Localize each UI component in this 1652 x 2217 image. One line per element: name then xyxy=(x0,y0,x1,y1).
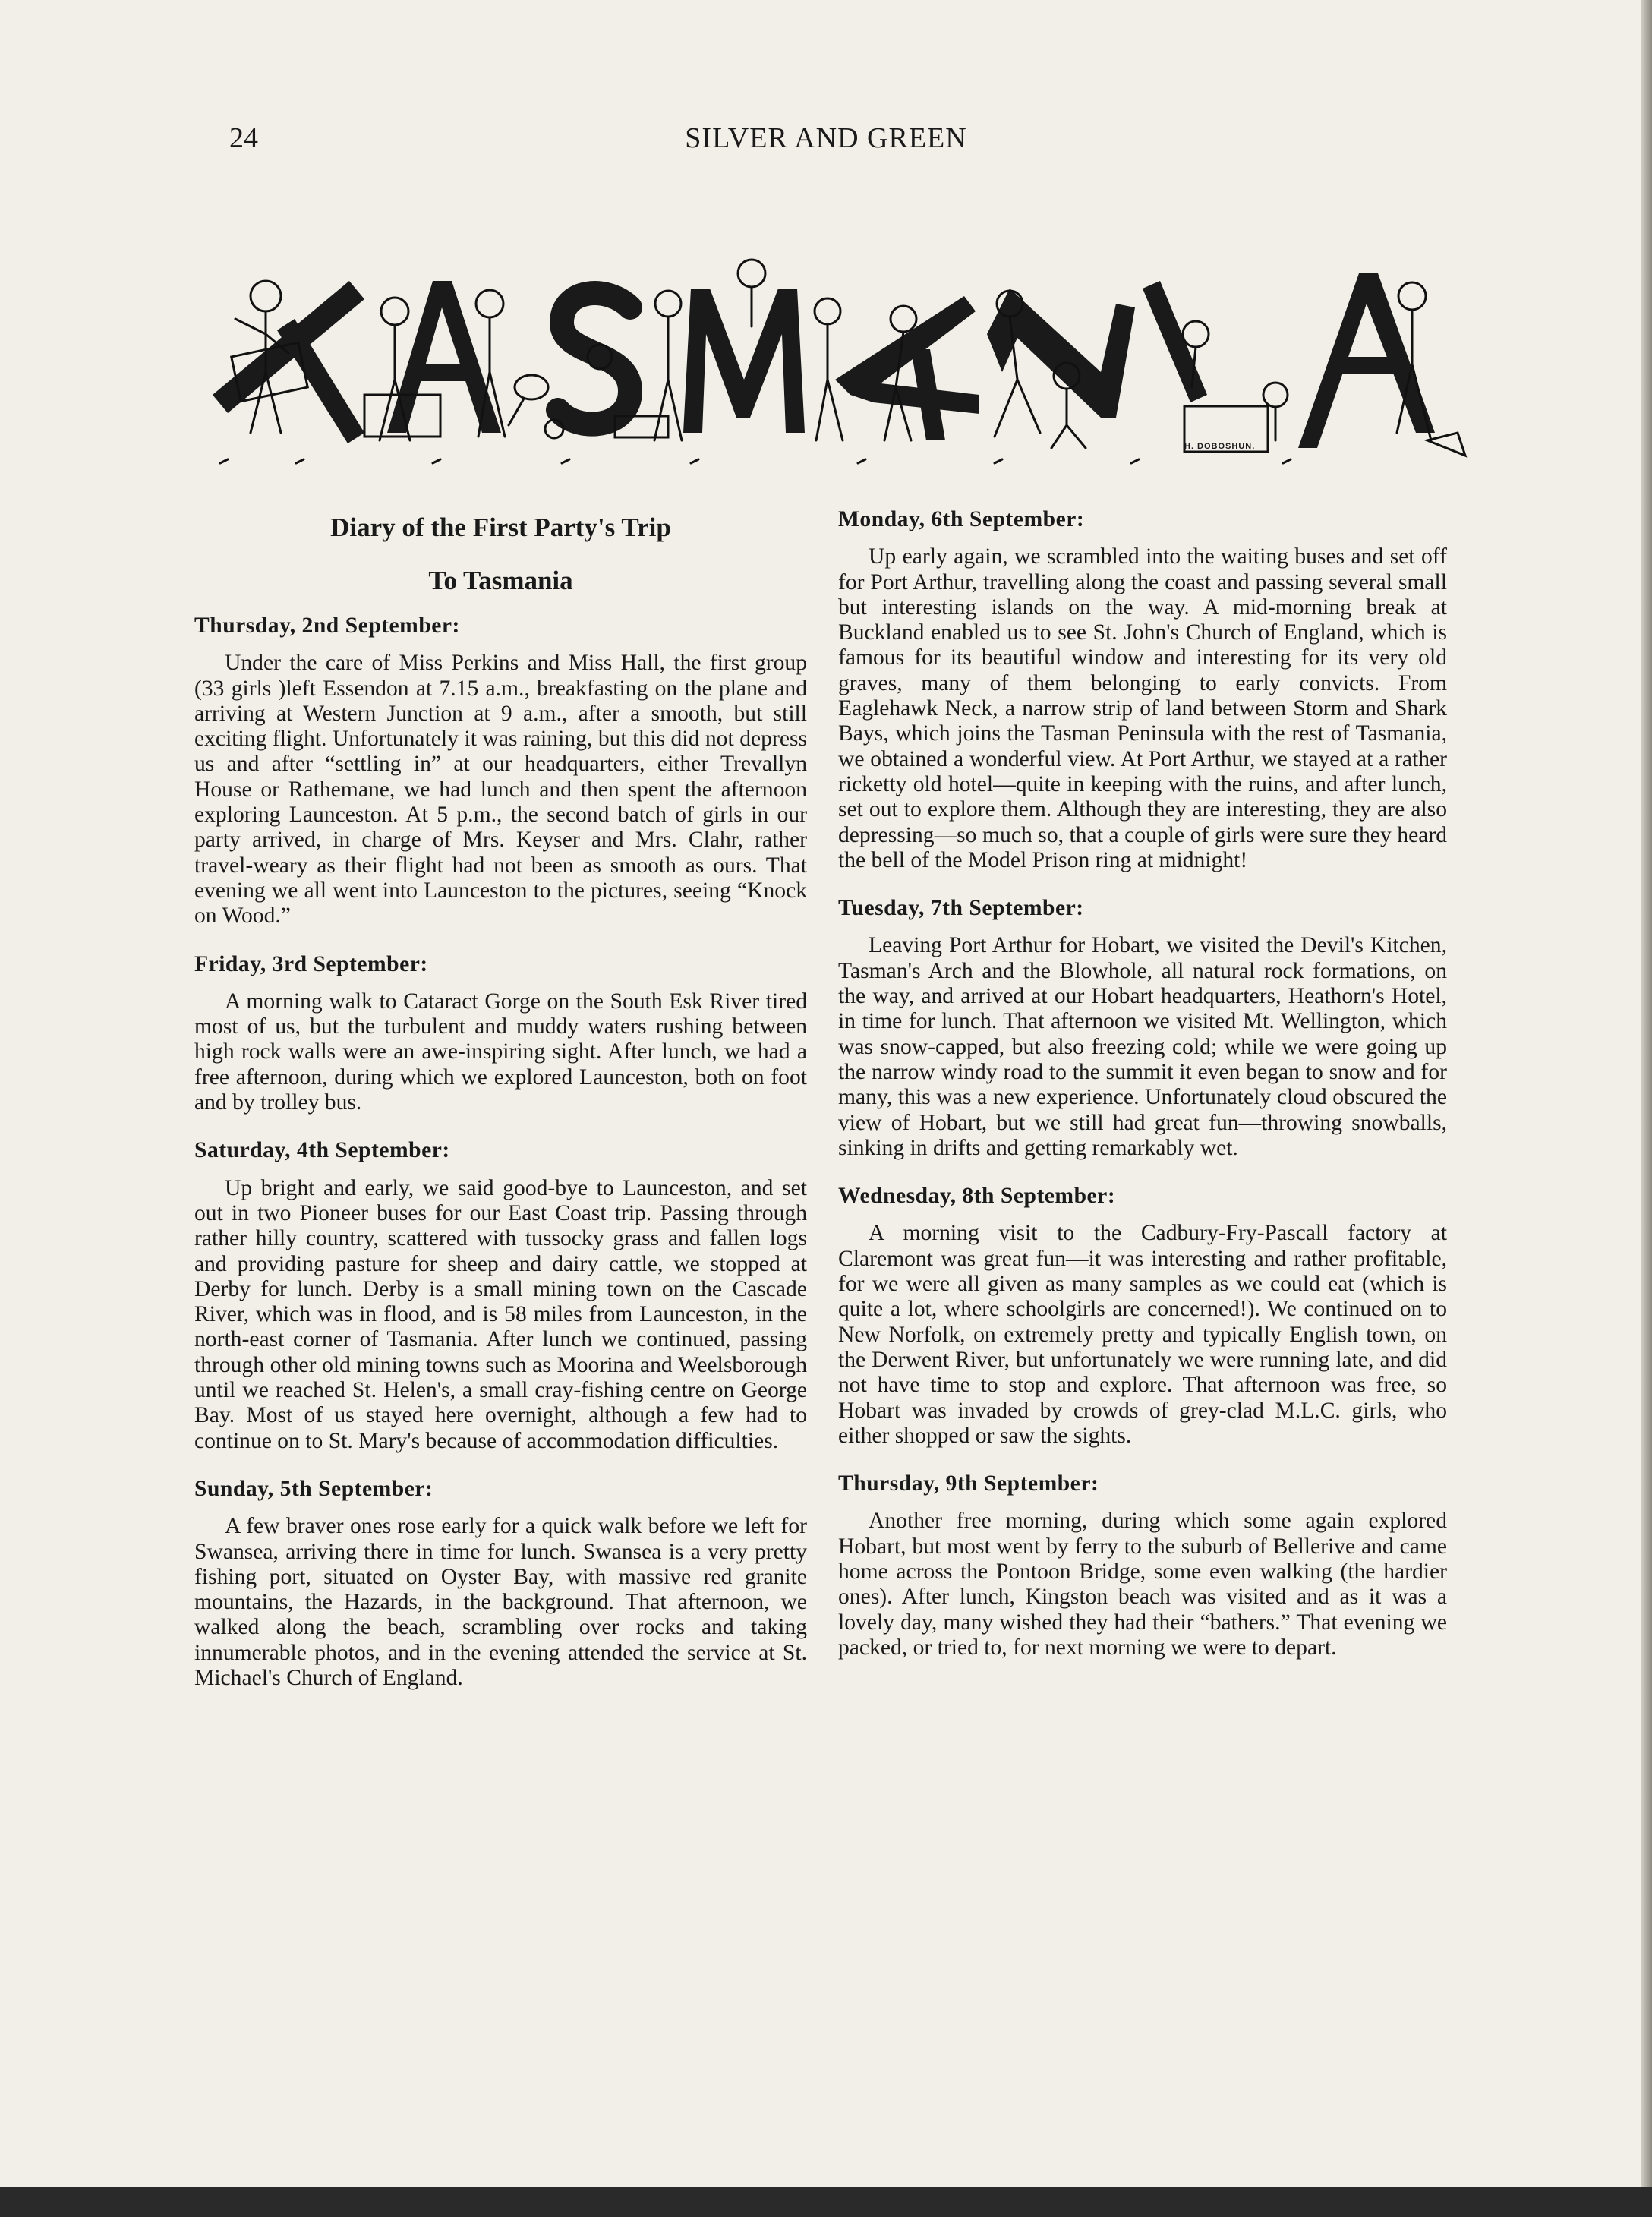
entry-body: A morning visit to the Cadbury-Fry-Pascall factory at Claremont was great fun—it was interesting and rather profitable, for we were all given as many samples as we could eat (which is quite a lot, where schoolgirls are concerned!). We continued on to New Norfolk, on extremely pretty and typically English town, on the Derwent River, but unfortunately we were running late, and did not have time to stop and explore. That afternoon was free, so Hobart was invaded by crowds of grey-clad M.L.C. girls, who either shopped or saw the sights. xyxy=(838,1221,1447,1448)
entry-date: Wednesday, 8th September: xyxy=(838,1184,1116,1209)
entry-date: Thursday, 9th September: xyxy=(838,1471,1099,1496)
entry-date: Monday, 6th September: xyxy=(838,507,1085,531)
entry-body: A morning walk to Cataract Gorge on the South Esk River tired most of us, but the turbulent and muddy waters rushing between high rock walls were an awe-inspiring sight. After lunch, we had a free afternoon, during which we explored Launceston, both on foot and by trolley bus. xyxy=(194,989,807,1115)
article-title-line-2: To Tasmania xyxy=(428,566,573,595)
entry-body: Up early again, we scrambled into the waiting buses and set off for Port Arthur, travelling along the coast and passing several small but interesting islands on the way. A mid-morning break at Buckland enabled us to see St. John's Church of England, which is famous for its beautiful window and interesting for its very old graves, many of them belonging to early convicts. From Eaglehawk Neck, a narrow strip of land between Storm and Shark Bays, which joins the Tasman Peninsula with the rest of Tasmania, we obtained a wonderful view. At Port Arthur, we stayed at a rather ricketty old hotel—quite in keeping with the ruins, and after lunch, set out to explore them. Although they are interesting, they are also depressing—so much so, that a couple of girls were sure they heard the bell of the Model Prison ring at midnight! xyxy=(838,544,1447,872)
banner-letter-a1 xyxy=(364,281,548,440)
banner-letter-s xyxy=(545,293,668,438)
banner-letter-t xyxy=(213,281,364,443)
entry-body: Leaving Port Arthur for Hobart, we visited the Devil's Kitchen, Tasman's Arch and the Blowhole, all natural rock formations, on the way, and arrived at our Hobart headquarters, Heathorn's Hotel, in time for lunch. That afternoon we visited Mt. Wellington, which was snow-capped, but also freezing cold; while we were going up the narrow windy road to the summit it even began to snow and for many, this was a new experience. Unfortunately cloud obscured the view of Hobart, but we still had great fun—throwing snowballs, sinking in drifts and getting remarkably wet. xyxy=(838,933,1447,1160)
tasmania-banner-illustration xyxy=(205,243,1473,471)
running-title: SILVER AND GREEN xyxy=(685,122,967,154)
entry-body: A few braver ones rose early for a quick walk before we left for Swansea, arriving there in time for lunch. Swansea is a very pretty fishing port, situated on Oyster Bay, with massive red granite mountains, the Hazards, in the background. That afternoon, we walked along the beach, scrambling over rocks and taking innumerable photos, and in the evening attended the service at St. Michael's Church of England. xyxy=(194,1514,807,1690)
article-title-line-1: Diary of the First Party's Trip xyxy=(330,512,671,542)
banner-letter-a2 xyxy=(835,296,979,440)
entry-body: Up bright and early, we said good-bye to Launceston, and set out in two Pioneer buses for our East Coast trip. Passing through rather hilly country, scattered with tussocky grass and fallen logs and providing pasture for sheep and dairy cattle, we stopped at Derby for lunch. Derby is a small mining town on the Cascade River, which was in flood, and is 58 miles from Launceston, in the north-east corner of Tasmania. After lunch we continued, passing through other old mining towns such as Moorina and Weelsborough until we reached St. Helen's, a small cray-fishing centre on George Bay. Most of us stayed here overnight, although a few had to continue on to St. Mary's because of accommodation difficulties. xyxy=(194,1175,807,1453)
entry-date: Tuesday, 7th September: xyxy=(838,896,1084,921)
left-column xyxy=(194,501,807,1714)
entry-date: Sunday, 5th September: xyxy=(194,1476,433,1501)
page-bottom-edge xyxy=(0,2187,1652,2217)
entry-date: Friday, 3rd September: xyxy=(194,951,428,976)
entry-date: Thursday, 2nd September: xyxy=(194,613,460,638)
page-number: 24 xyxy=(229,122,258,154)
page-edge xyxy=(1641,0,1652,2217)
banner-letter-i xyxy=(1143,281,1288,452)
entry-date: Saturday, 4th September: xyxy=(194,1138,450,1163)
banner-letter-a3 xyxy=(1298,273,1465,456)
entry-body: Under the care of Miss Perkins and Miss Hall, the first group (33 girls )left Essendon at 7.15 a.m., breakfasting on the plane and arriving at Western Junction at 9 a.m., after a smooth, but still exciting flight. Unfortunately it was raining, but this did not depress us and after “settling in” at our headquarters, either Trevallyn House or Rathemane, we had lunch and then spent the afternoon exploring Launceston. At 5 p.m., the second batch of girls in our party arrived, in charge of Mrs. Keyser and Mrs. Clahr, rather travel-weary as their flight had not been as smooth as ours. That evening we all went into Launceston to the pictures, seeing “Knock on Wood.” xyxy=(194,651,807,929)
artist-signature: H. DOBOSHUN. xyxy=(1184,442,1256,451)
entry-body: Another free morning, during which some again explored Hobart, but most went by ferry to the suburb of Bellerive and came home across the Pontoon Bridge, some even walking (the hardier ones). After lunch, Kingston beach was visited and as it was a lovely day, many wished they had their “bathers.” That evening we packed, or tried to, for next morning we were to depart. xyxy=(838,1509,1447,1660)
banner-letter-m xyxy=(654,260,843,440)
article-title xyxy=(194,501,807,607)
right-column xyxy=(838,507,1447,1683)
banner-letter-n xyxy=(987,289,1135,448)
